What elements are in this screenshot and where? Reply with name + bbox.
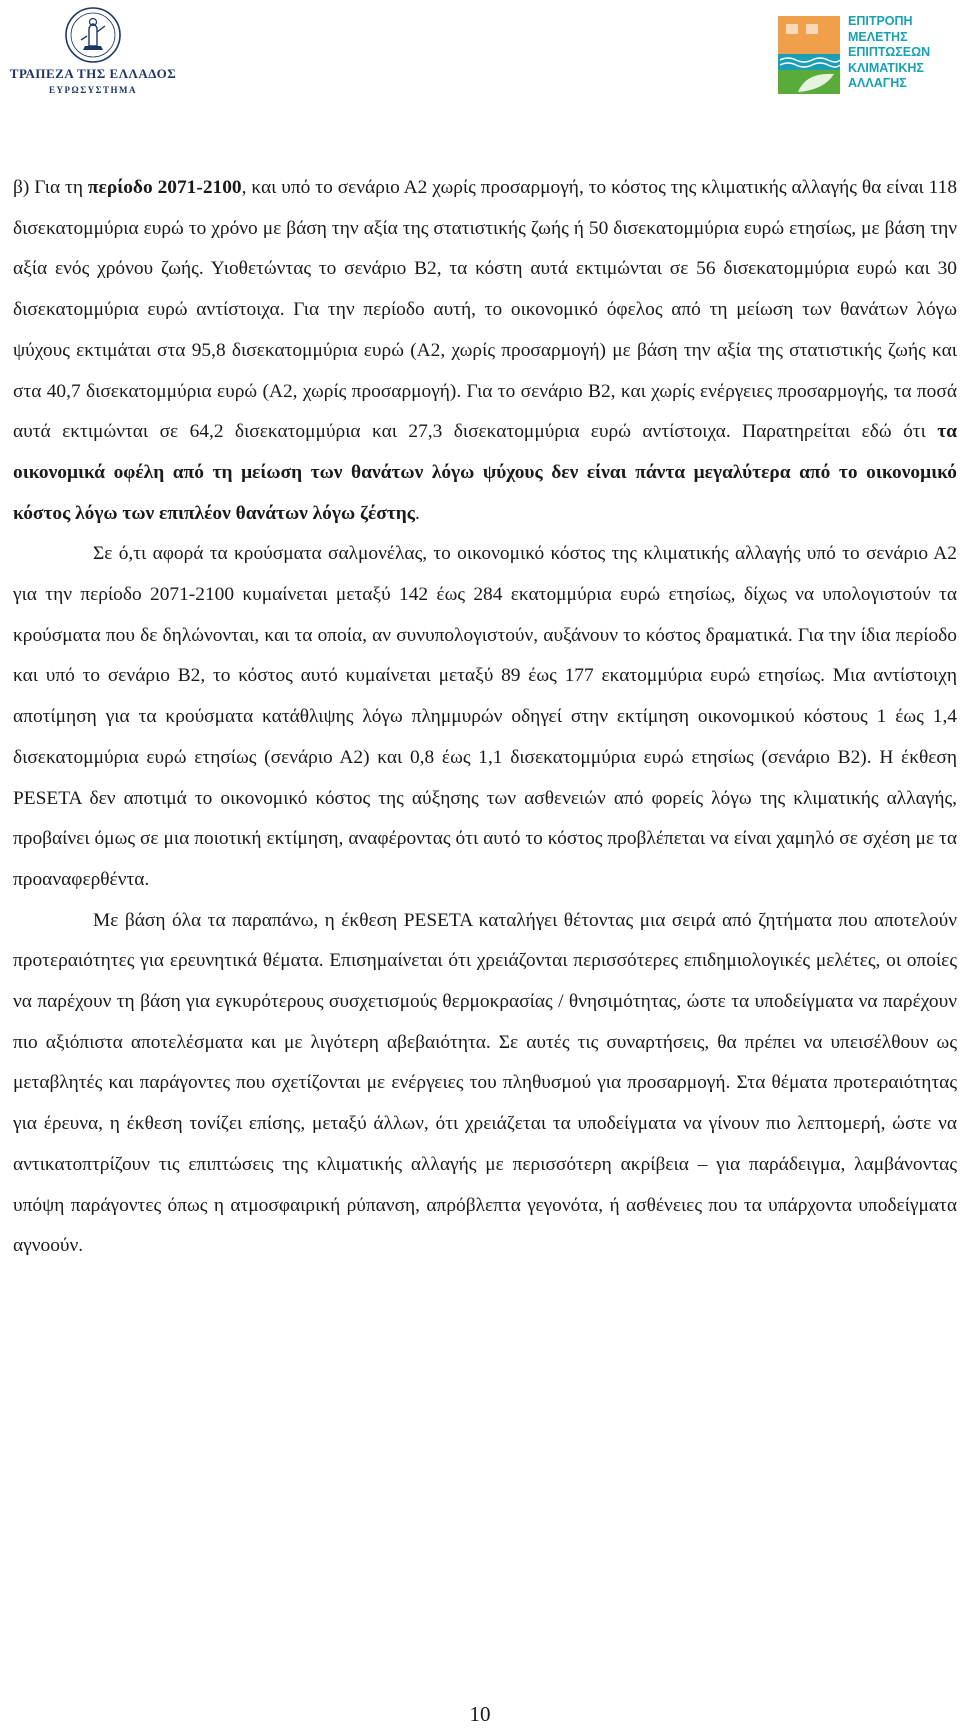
paragraph-1 [13, 168, 957, 534]
committee-line: ΚΛΙΜΑΤΙΚΗΣ [848, 60, 924, 75]
text-run: β) Για τη [13, 177, 88, 198]
page-header [0, 0, 960, 110]
page-number: 10 [469, 1702, 491, 1726]
climate-committee-logo [776, 10, 956, 98]
committee-line: ΕΠΙΠΤΩΣΕΩΝ [848, 45, 931, 59]
committee-name [848, 14, 958, 92]
committee-line: ΕΠΙΤΡΟΠΗ [848, 14, 913, 28]
document-body [13, 168, 957, 1267]
paragraph-2: Σε ό,τι αφορά τα κρούσματα σαλμονέλας, το οικονομικό κόστος της κλιματικής αλλαγής υπό το σενάριο Α2 για την περίοδο 2071-2100 κυμαίνεται μεταξύ 142 έως 284 εκατομμύρια ευρώ ετησίως, δίχως να υπολογιστούν τα κρούσματα που δε δηλώνονται, και τα οποία, αν συνυπολογιστούν, αυξάνουν το κόστος δραματικά. Για την ίδια περίοδο και υπό το σενάριο Β2, το κόστος αυτό κυμαίνεται μεταξύ 89 έως 177 εκατομμύρια ευρώ ετησίως. Μια αντίστοιχη αποτίμηση για τα κρούσματα κατάθλιψης λόγω πλημμυρών οδηγεί στην εκτίμηση οικονομικού κόστους 1 έως 1,4 δισεκατομμύρια ευρώ ετησίως (σενάριο Α2) και 0,8 έως 1,1 δισεκατομμύρια ευρώ ετησίως (σενάριο Β2). Η έκθεση PESETA δεν αποτιμά το οικονομικό κόστος της αύξησης των ασθενειών από φορείς λόγω της κλιματικής αλλαγής, προβαίνει όμως σε μια ποιοτική εκτίμηση, αναφέροντας ότι αυτό το κόστος προβλέπεται να είναι χαμηλό σε σχέση με τα προαναφερθέντα. [13, 543, 957, 890]
bank-seal-icon [63, 6, 123, 64]
committee-line: ΜΕΛΕΤΗΣ [848, 29, 908, 44]
paragraph-3: Με βάση όλα τα παραπάνω, η έκθεση PESETA καταλήγει θέτοντας μια σειρά από ζητήματα που αποτελούν προτεραιότητες για ερευνητικά θέματα. Επισημαίνεται ότι χρειάζονται περισσότερες επιδημιολογικές μελέτες, οι οποίες να παρέχουν τη βάση για εγκυρότερους συσχετισμούς θερμοκρασίας / θνησιμότητας, ώστε τα υποδείγματα να παρέχουν πιο αξιόπιστα αποτελέσματα και με λιγότερη αβεβαιότητα. Σε αυτές τις συναρτήσεις, θα πρέπει να υπεισέλθουν ως μεταβλητές και παράγοντες που σχετίζονται με ενέργειες του πληθυσμού για προσαρμογή. Στα θέματα προτεραιότητας για έρευνα, η έκθεση τονίζει επίσης, μεταξύ άλλων, ότι χρειάζεται τα υποδείγματα να γίνουν πιο λεπτομερή, ώστε να αντικατοπτρίζουν τις επιπτώσεις της κλιματικής αλλαγής με περισσότερη ακρίβεια – για παράδειγμα, λαμβάνοντας υπόψη παράγοντες όπως η ατμοσφαιρική ρύπανση, απρόβλεπτα γεγονότα, ή ασθένειες που τα υπάρχοντα υποδείγματα αγνοούν. [13, 909, 957, 1257]
committee-line: ΑΛΛΑΓΗΣ [848, 76, 907, 90]
bold-text: τα οικονομικά οφέλη από τη μείωση των θανάτων λόγω ψύχους δεν είναι πάντα μεγαλύτερα από το οικονομικό κόστος λόγω των επιπλέον θανάτων λόγω ζέστης [13, 421, 957, 524]
bank-subtitle: ΕΥΡΩΣΥΣΤΗΜΑ [49, 85, 137, 95]
bank-name: ΤΡΑΠΕΖΑ ΤΗΣ ΕΛΛΑΔΟΣ [9, 66, 177, 81]
bank-of-greece-logo [8, 6, 178, 102]
bold-text: περίοδο 2071-2100 [87, 177, 242, 198]
climate-committee-emblem-icon [776, 10, 846, 98]
text-run: . [414, 502, 420, 524]
text-run: , και υπό το σενάριο Α2 χωρίς προσαρμογή, το κόστος της κλιματικής αλλαγής θα είναι 118 δισεκατομμύρια ευρώ το χρόνο με βάση την αξία της στατιστικής ζωής ή 50 δισεκατομμύρια ευρώ ετησίως, με βάση την αξία ενός χρόνου ζωής. Υιοθετώντας το σενάριο Β2, τα κόστη αυτά εκτιμώνται σε 56 δισεκατομμύρια ευρώ και 30 δισεκατομμύρια ευρώ αντίστοιχα. Για την περίοδο αυτή, το οικονομικό όφελος από τη μείωση των θανάτων λόγω ψύχους εκτιμάται στα 95,8 δισεκατομμύρια ευρώ (Α2, χωρίς προσαρμογή) με βάση την αξία της στατιστικής ζωής και στα 40,7 δισεκατομμύρια ευρώ (Α2, χωρίς προσαρμογή). Για το σενάριο Β2, και χωρίς ενέργειες προσαρμογής, τα ποσά αυτά εκτιμώνται σε 64,2 δισεκατομμύρια και 27,3 δισεκατομμύρια ευρώ αντίστοιχα. Παρατηρείται εδώ ότι [13, 177, 958, 443]
